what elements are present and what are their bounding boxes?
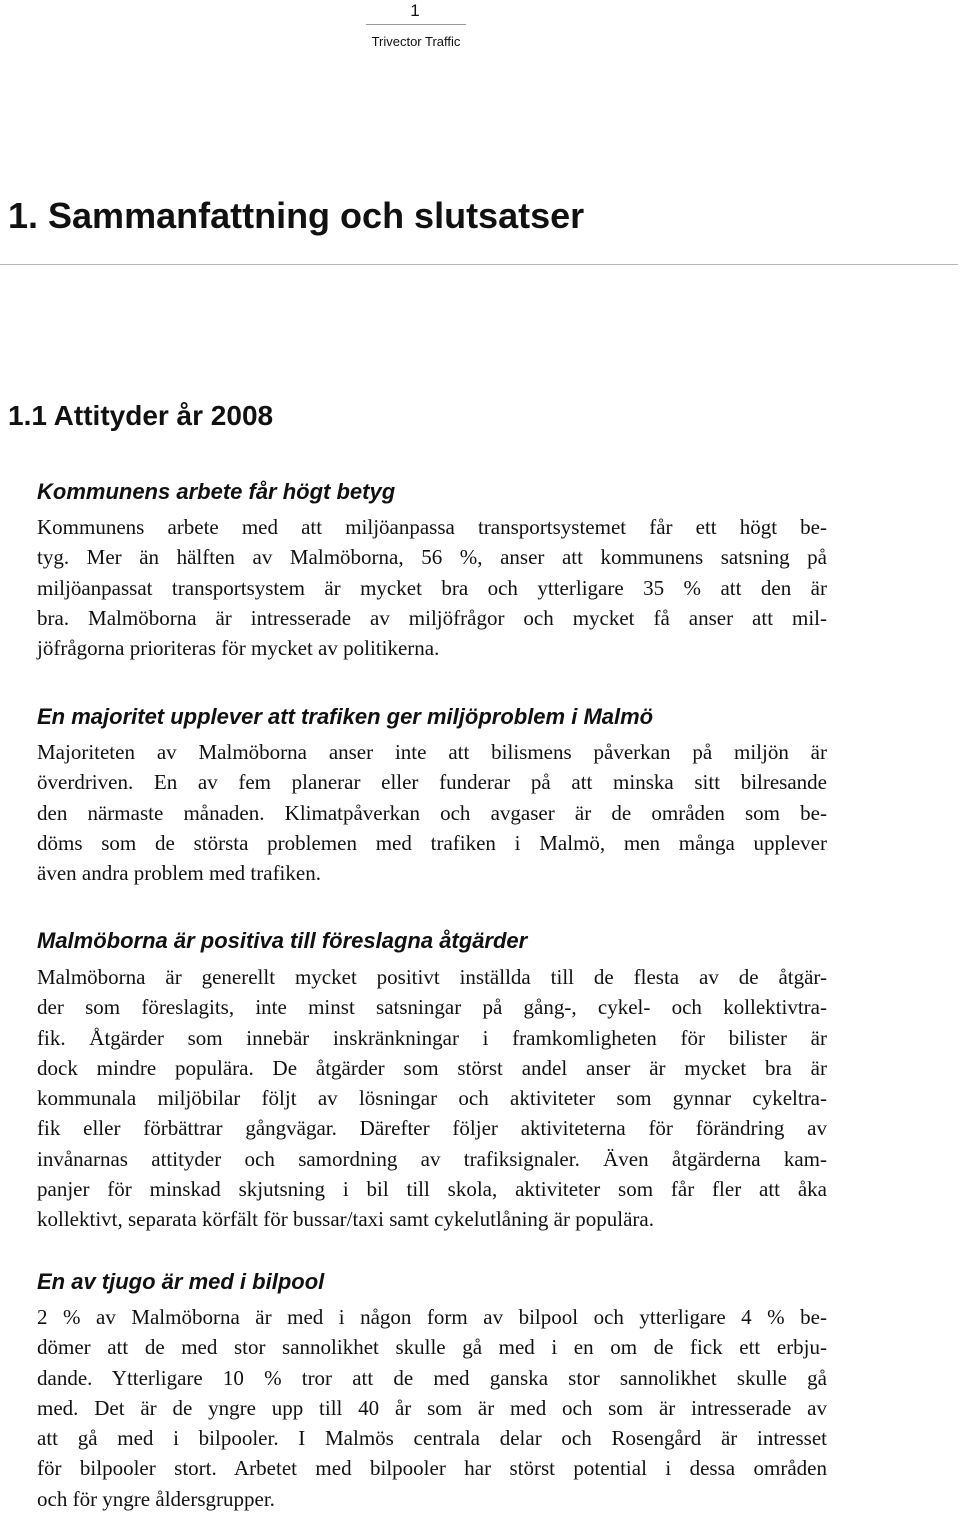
paragraph-line: Malmöborna är generellt mycket positivt inställda till de flesta av de åtgär-	[37, 965, 827, 989]
paragraph-line: dande. Ytterligare 10 % tror att de med ganska stor sannolikhet skulle gå	[37, 1365, 827, 1390]
page-number-text: 1	[410, 1, 420, 20]
paragraph-line: Majoriteten av Malmöborna anser inte att bilismens påverkan på miljön är	[37, 740, 827, 764]
paragraph-line: kommunala miljöbilar följt av lösningar och aktiviteter som gynnar cykeltra-	[37, 1086, 827, 1111]
subsection-heading: Malmöborna är positiva till föreslagna åtgärder	[37, 928, 528, 953]
subsection-paragraph	[37, 1302, 827, 1514]
paragraph-line: invånarnas attityder och samordning av trafiksignaler. Även åtgärderna kam-	[37, 1146, 827, 1171]
section-title: 1.1 Attityder år 2008	[8, 400, 274, 431]
header-divider	[366, 24, 466, 25]
paragraph-line: och för yngre åldersgrupper.	[37, 1486, 275, 1511]
chapter-divider	[0, 264, 958, 265]
paragraph-line: överdriven. En av fem planerar eller funderar på att minska sitt bilresande	[37, 770, 827, 795]
paragraph-line: fik eller förbättrar gångvägar. Därefter följer aktiviteterna för förändring av	[37, 1116, 827, 1141]
chapter-title: 1. Sammanfattning och slutsatser	[8, 195, 585, 236]
subsection-paragraph	[37, 737, 827, 888]
paragraph-line: för bilpooler stort. Arbetet med bilpooler har störst potential i dessa områden	[37, 1456, 827, 1481]
paragraph-line: döms som de största problemen med trafiken i Malmö, men många upplever	[37, 830, 827, 855]
paragraph-line: med. Det är de yngre upp till 40 år som är med och som är intresserade av	[37, 1395, 827, 1420]
paragraph-line: att gå med i bilpooler. I Malmös centrala delar och Rosengård är intresset	[37, 1426, 827, 1451]
paragraph-line: miljöanpassat transportsystem är mycket bra och ytterligare 35 % att den är	[37, 575, 827, 600]
paragraph-line: der som föreslagits, inte minst satsningar på gång-, cykel- och kollektivtra-	[37, 995, 827, 1020]
paragraph-line: kollektivt, separata körfält för bussar/taxi samt cykelutlåning är populära.	[37, 1207, 654, 1232]
subsection-heading: En av tjugo är med i bilpool	[37, 1269, 325, 1294]
subsection-paragraph	[37, 512, 827, 663]
paragraph-line: jöfrågorna prioriteras för mycket av politikerna.	[37, 636, 440, 661]
paragraph-line: Kommunens arbete med att miljöanpassa transportsystemet får ett högt be-	[37, 515, 827, 539]
paragraph-line: fik. Åtgärder som innebär inskränkningar i framkomligheten för bilister är	[37, 1025, 827, 1050]
paragraph-line: bra. Malmöborna är intresserade av miljöfrågor och mycket få anser att mil-	[37, 605, 827, 630]
paragraph-line: även andra problem med trafiken.	[37, 861, 321, 886]
paragraph-line: 2 % av Malmöborna är med i någon form av bilpool och ytterligare 4 % be-	[37, 1305, 827, 1329]
paragraph-line: panjer för minskad skjutsning i bil till skola, aktiviteter som får fler att åka	[37, 1177, 827, 1202]
paragraph-line: tyg. Mer än hälften av Malmöborna, 56 %, anser att kommunens satsning på	[37, 545, 827, 570]
subsection-heading: Kommunens arbete får högt betyg	[37, 479, 396, 504]
header-organization: Trivector Traffic	[371, 34, 461, 49]
subsection-heading: En majoritet upplever att trafiken ger miljöproblem i Malmö	[37, 704, 654, 729]
paragraph-line: dömer att de med stor sannolikhet skulle gå med i en om de fick ett erbju-	[37, 1335, 827, 1360]
paragraph-line: den närmaste månaden. Klimatpåverkan och avgaser är de områden som be-	[37, 800, 827, 825]
subsection-paragraph	[37, 962, 827, 1235]
paragraph-line: dock mindre populära. De åtgärder som störst andel anser är mycket bra är	[37, 1055, 827, 1080]
